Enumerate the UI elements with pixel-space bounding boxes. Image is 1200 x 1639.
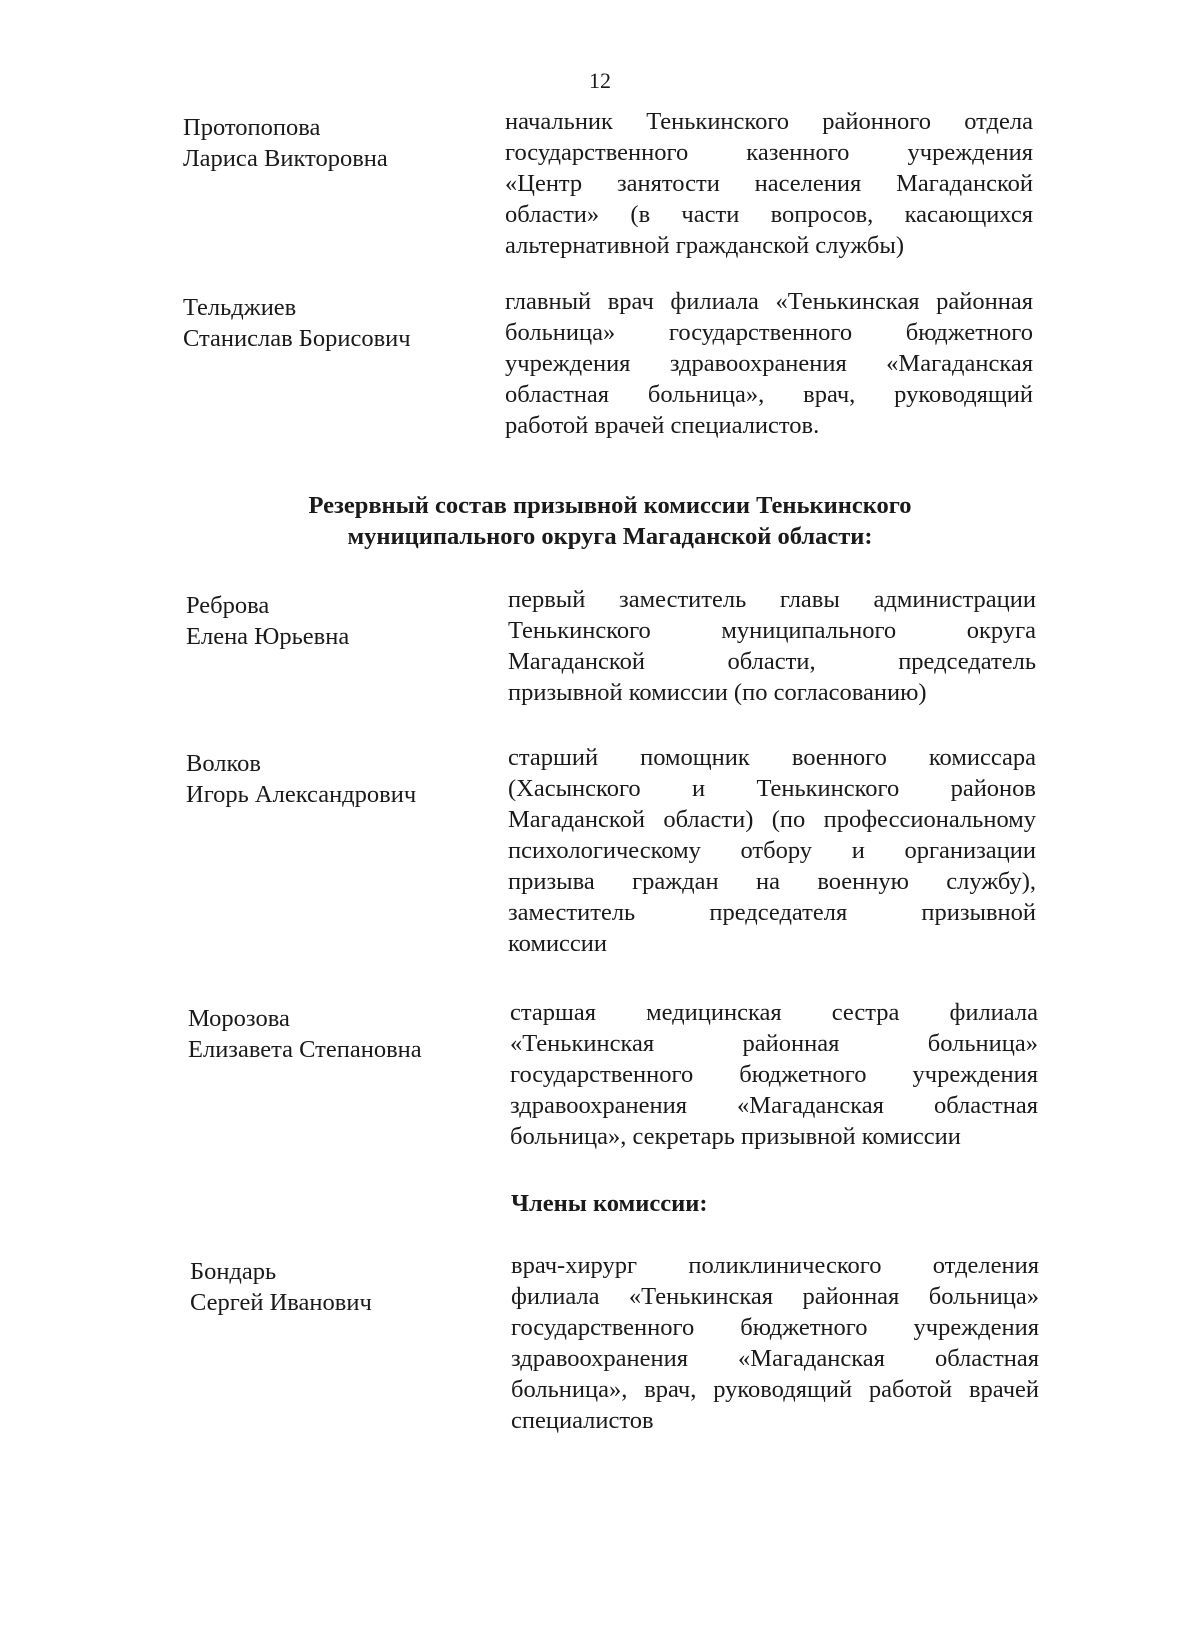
- member-name: [183, 292, 483, 354]
- position-line: врач-хирург поликлинического отделения: [511, 1252, 1039, 1279]
- member-name: [188, 1003, 488, 1065]
- position-line: «Центр занятости населения Магаданской: [505, 170, 1033, 197]
- heading-line: муниципального округа Магаданской области:: [347, 523, 873, 550]
- page-number: 12: [589, 68, 611, 93]
- member-surname: Бондарь: [190, 1258, 277, 1285]
- position-line: государственного бюджетного учреждения: [510, 1061, 1038, 1088]
- member-surname: Реброва: [186, 592, 270, 619]
- position-line: области» (в части вопросов, касающихся: [505, 201, 1033, 228]
- position-line: специалистов: [511, 1407, 654, 1434]
- member-surname: Волков: [186, 750, 261, 777]
- member-position: [508, 742, 1036, 959]
- position-line: Магаданской области, председатель: [508, 648, 1036, 675]
- member-position: [510, 997, 1038, 1152]
- member-given-names: Сергей Иванович: [190, 1289, 372, 1316]
- member-name: [186, 590, 486, 652]
- position-line: больница», секретарь призывной комиссии: [510, 1123, 961, 1150]
- position-line: работой врачей специалистов.: [505, 412, 820, 439]
- member-position: [505, 106, 1033, 261]
- position-line: старшая медицинская сестра филиала: [510, 999, 1038, 1026]
- position-line: главный врач филиала «Тенькинская районная: [505, 288, 1033, 315]
- position-line: начальник Тенькинского районного отдела: [505, 108, 1033, 135]
- member-given-names: Елизавета Степановна: [188, 1036, 422, 1063]
- member-given-names: Лариса Викторовна: [183, 145, 388, 172]
- member-surname: Морозова: [188, 1005, 290, 1032]
- position-line: «Тенькинская районная больница»: [510, 1030, 1038, 1057]
- member-given-names: Станислав Борисович: [183, 325, 411, 352]
- members-heading: Члены комиссии:: [511, 1190, 708, 1217]
- position-line: комиссии: [508, 930, 608, 957]
- member-surname: Тельджиев: [183, 294, 297, 321]
- position-line: государственного казенного учреждения: [505, 139, 1033, 166]
- position-line: заместитель председателя призывной: [508, 899, 1036, 926]
- member-name: [186, 748, 486, 810]
- member-position: [508, 584, 1036, 708]
- member-given-names: Игорь Александрович: [186, 781, 417, 808]
- member-position: [511, 1250, 1039, 1436]
- position-line: Тенькинского муниципального округа: [508, 617, 1036, 644]
- position-line: альтернативной гражданской службы): [505, 232, 905, 259]
- position-line: филиала «Тенькинская районная больница»: [511, 1283, 1039, 1310]
- member-given-names: Елена Юрьевна: [186, 623, 350, 650]
- position-line: старший помощник военного комиссара: [508, 744, 1036, 771]
- position-line: больница», врач, руководящий работой врачей: [511, 1376, 1039, 1403]
- position-line: Магаданской области) (по профессиональному: [508, 806, 1036, 833]
- position-line: (Хасынского и Тенькинского районов: [508, 775, 1036, 802]
- position-line: первый заместитель главы администрации: [508, 586, 1036, 613]
- member-surname: Протопопова: [183, 114, 321, 141]
- position-line: призыва граждан на военную службу),: [508, 868, 1036, 895]
- position-line: психологическому отбору и организации: [508, 837, 1036, 864]
- position-line: призывной комиссии (по согласованию): [508, 679, 927, 706]
- member-position: [505, 286, 1033, 441]
- member-name: [183, 112, 483, 174]
- position-line: здравоохранения «Магаданская областная: [511, 1345, 1039, 1372]
- member-name: [190, 1256, 490, 1318]
- heading-line: Резервный состав призывной комиссии Тенькинского: [308, 492, 912, 519]
- position-line: учреждения здравоохранения «Магаданская: [505, 350, 1033, 377]
- position-line: здравоохранения «Магаданская областная: [510, 1092, 1038, 1119]
- position-line: государственного бюджетного учреждения: [511, 1314, 1039, 1341]
- reserve-heading: [0, 490, 1200, 552]
- position-line: областная больница», врач, руководящий: [505, 381, 1033, 408]
- position-line: больница» государственного бюджетного: [505, 319, 1033, 346]
